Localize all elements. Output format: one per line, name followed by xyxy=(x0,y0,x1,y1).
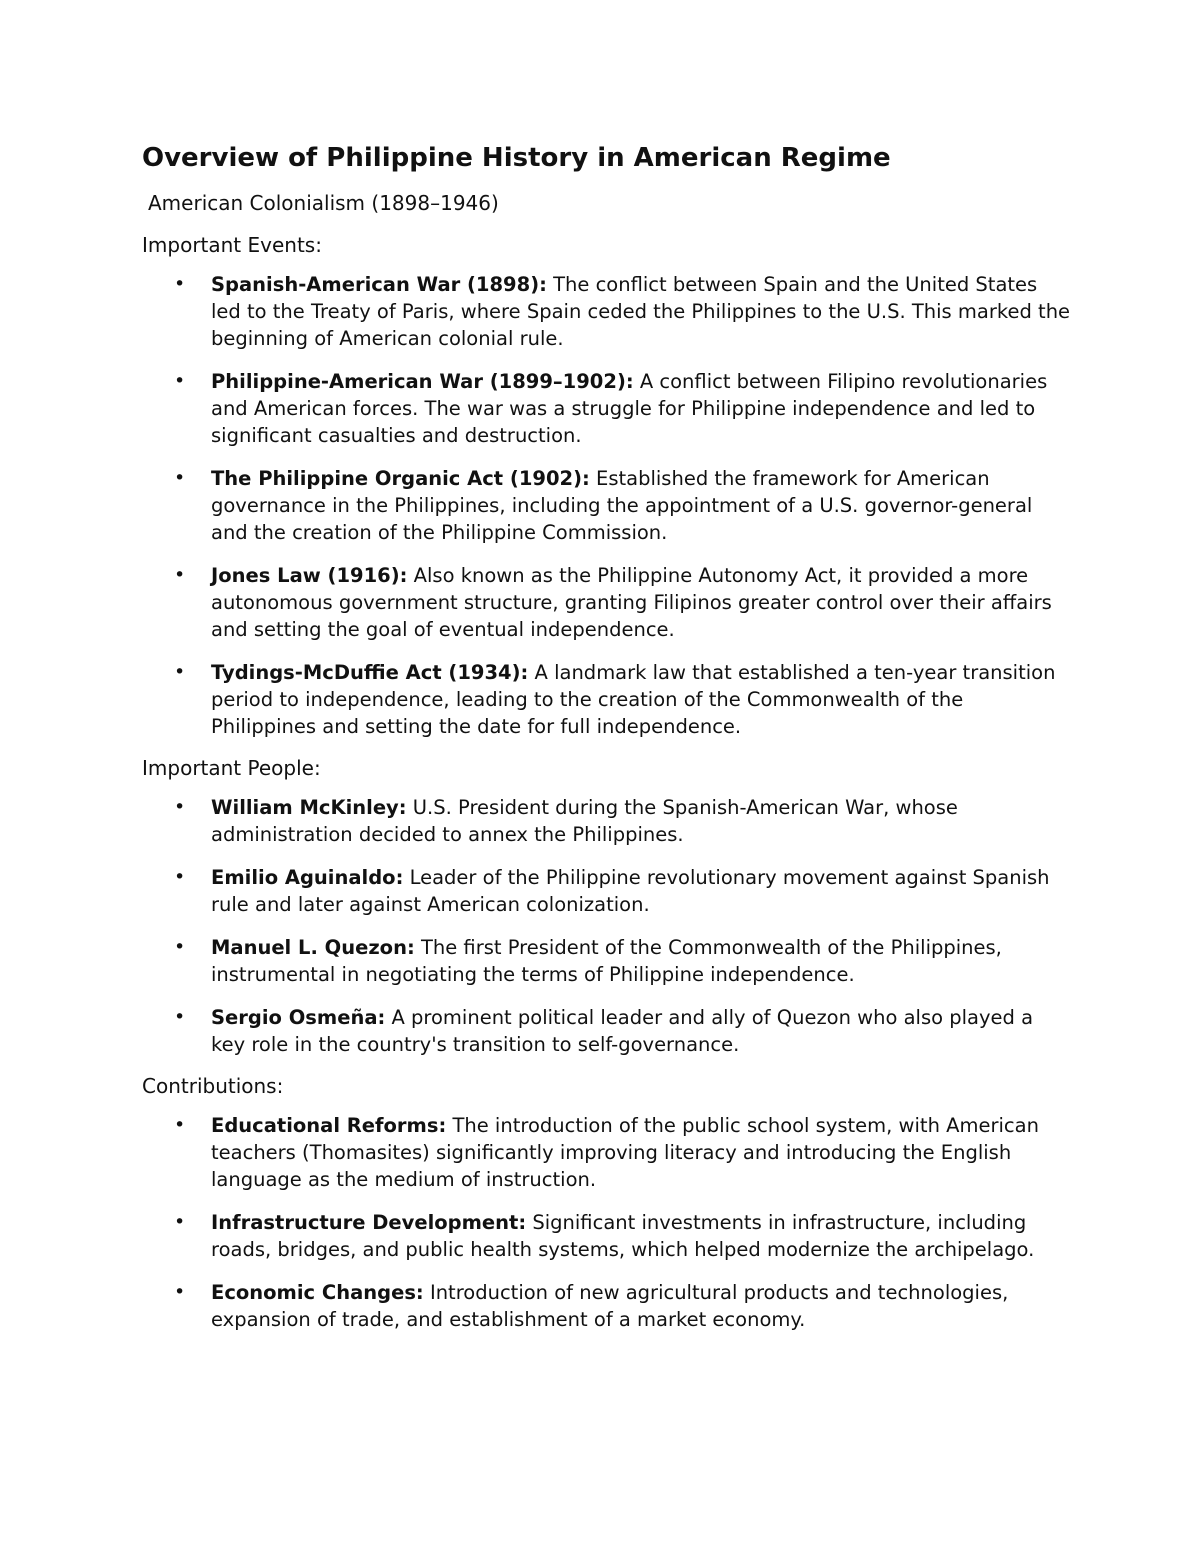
item-term: Economic Changes: xyxy=(211,1281,424,1304)
list-item xyxy=(142,271,1072,352)
list-item xyxy=(142,794,1072,848)
document-page xyxy=(142,138,1072,1333)
item-text: Significant investments in infrastructure, including roads, bridges, and public health systems, which helped modernize the archipelago. xyxy=(211,1211,1035,1261)
item-text: Established the framework for American governance in the Philippines, including the appointment of a U.S. governor-general and the creation of the Philippine Commission. xyxy=(211,467,1033,544)
document-subtitle: American Colonialism (1898–1946) xyxy=(148,191,499,215)
item-text: A prominent political leader and ally of Quezon who also played a key role in the country's transition to self-governance. xyxy=(211,1006,1034,1056)
item-term: Emilio Aguinaldo: xyxy=(211,866,404,889)
bullet-icon: • xyxy=(174,370,186,392)
item-text: U.S. President during the Spanish-American War, whose administration decided to annex the Philippines. xyxy=(211,796,958,846)
list-item xyxy=(142,465,1072,546)
list-item xyxy=(142,1209,1072,1263)
section-heading: Important Events: xyxy=(142,233,322,257)
item-term: Jones Law (1916): xyxy=(211,564,408,587)
item-text: Introduction of new agricultural products and technologies, expansion of trade, and establishment of a market economy. xyxy=(211,1281,1009,1331)
bullet-icon: • xyxy=(174,661,186,683)
item-text: Leader of the Philippine revolutionary movement against Spanish rule and later against American colonization. xyxy=(211,866,1050,916)
bullet-icon: • xyxy=(174,796,186,818)
item-term: Tydings-McDuffie Act (1934): xyxy=(211,661,529,684)
item-text: Also known as the Philippine Autonomy Act, it provided a more autonomous government structure, granting Filipinos greater control over their affairs and setting the goal of eventual independence. xyxy=(211,564,1052,641)
list-item xyxy=(142,1279,1072,1333)
list-item xyxy=(142,934,1072,988)
bullet-icon: • xyxy=(174,936,186,958)
bullet-icon: • xyxy=(174,467,186,489)
list-item xyxy=(142,659,1072,740)
list-item xyxy=(142,864,1072,918)
item-term: Philippine-American War (1899–1902): xyxy=(211,370,634,393)
people-list xyxy=(142,794,1072,1058)
item-text: The first President of the Commonwealth of the Philippines, instrumental in negotiating the terms of Philippine independence. xyxy=(211,936,1002,986)
item-term: Sergio Osmeña: xyxy=(211,1006,386,1029)
bullet-icon: • xyxy=(174,1211,186,1233)
list-item xyxy=(142,562,1072,643)
item-text: A landmark law that established a ten-year transition period to independence, leading to the creation of the Commonwealth of the Philippines and setting the date for full independence. xyxy=(211,661,1056,738)
item-text: A conflict between Filipino revolutionaries and American forces. The war was a struggle for Philippine independence and led to significant casualties and destruction. xyxy=(211,370,1048,447)
item-term: Spanish-American War (1898): xyxy=(211,273,547,296)
item-text: The conflict between Spain and the United States led to the Treaty of Paris, where Spain ceded the Philippines to the U.S. This marked the beginning of American colonial rule. xyxy=(211,273,1071,350)
section-heading: Contributions: xyxy=(142,1074,284,1098)
item-term: Manuel L. Quezon: xyxy=(211,936,415,959)
item-text: The introduction of the public school system, with American teachers (Thomasites) significantly improving literacy and introducing the English language as the medium of instruction. xyxy=(211,1114,1039,1191)
list-item xyxy=(142,1004,1072,1058)
bullet-icon: • xyxy=(174,1281,186,1303)
bullet-icon: • xyxy=(174,1006,186,1028)
bullet-icon: • xyxy=(174,273,186,295)
item-term: Infrastructure Development: xyxy=(211,1211,527,1234)
item-term: Educational Reforms: xyxy=(211,1114,447,1137)
item-term: The Philippine Organic Act (1902): xyxy=(211,467,590,490)
events-list xyxy=(142,271,1072,740)
bullet-icon: • xyxy=(174,866,186,888)
section-heading: Important People: xyxy=(142,756,321,780)
item-term: William McKinley: xyxy=(211,796,407,819)
contributions-list xyxy=(142,1112,1072,1333)
list-item xyxy=(142,1112,1072,1193)
list-item xyxy=(142,368,1072,449)
section-important-people xyxy=(142,754,1072,1058)
document-title: Overview of Philippine History in American Regime xyxy=(142,143,891,173)
section-contributions xyxy=(142,1072,1072,1333)
bullet-icon: • xyxy=(174,1114,186,1136)
bullet-icon: • xyxy=(174,564,186,586)
section-important-events xyxy=(142,231,1072,740)
